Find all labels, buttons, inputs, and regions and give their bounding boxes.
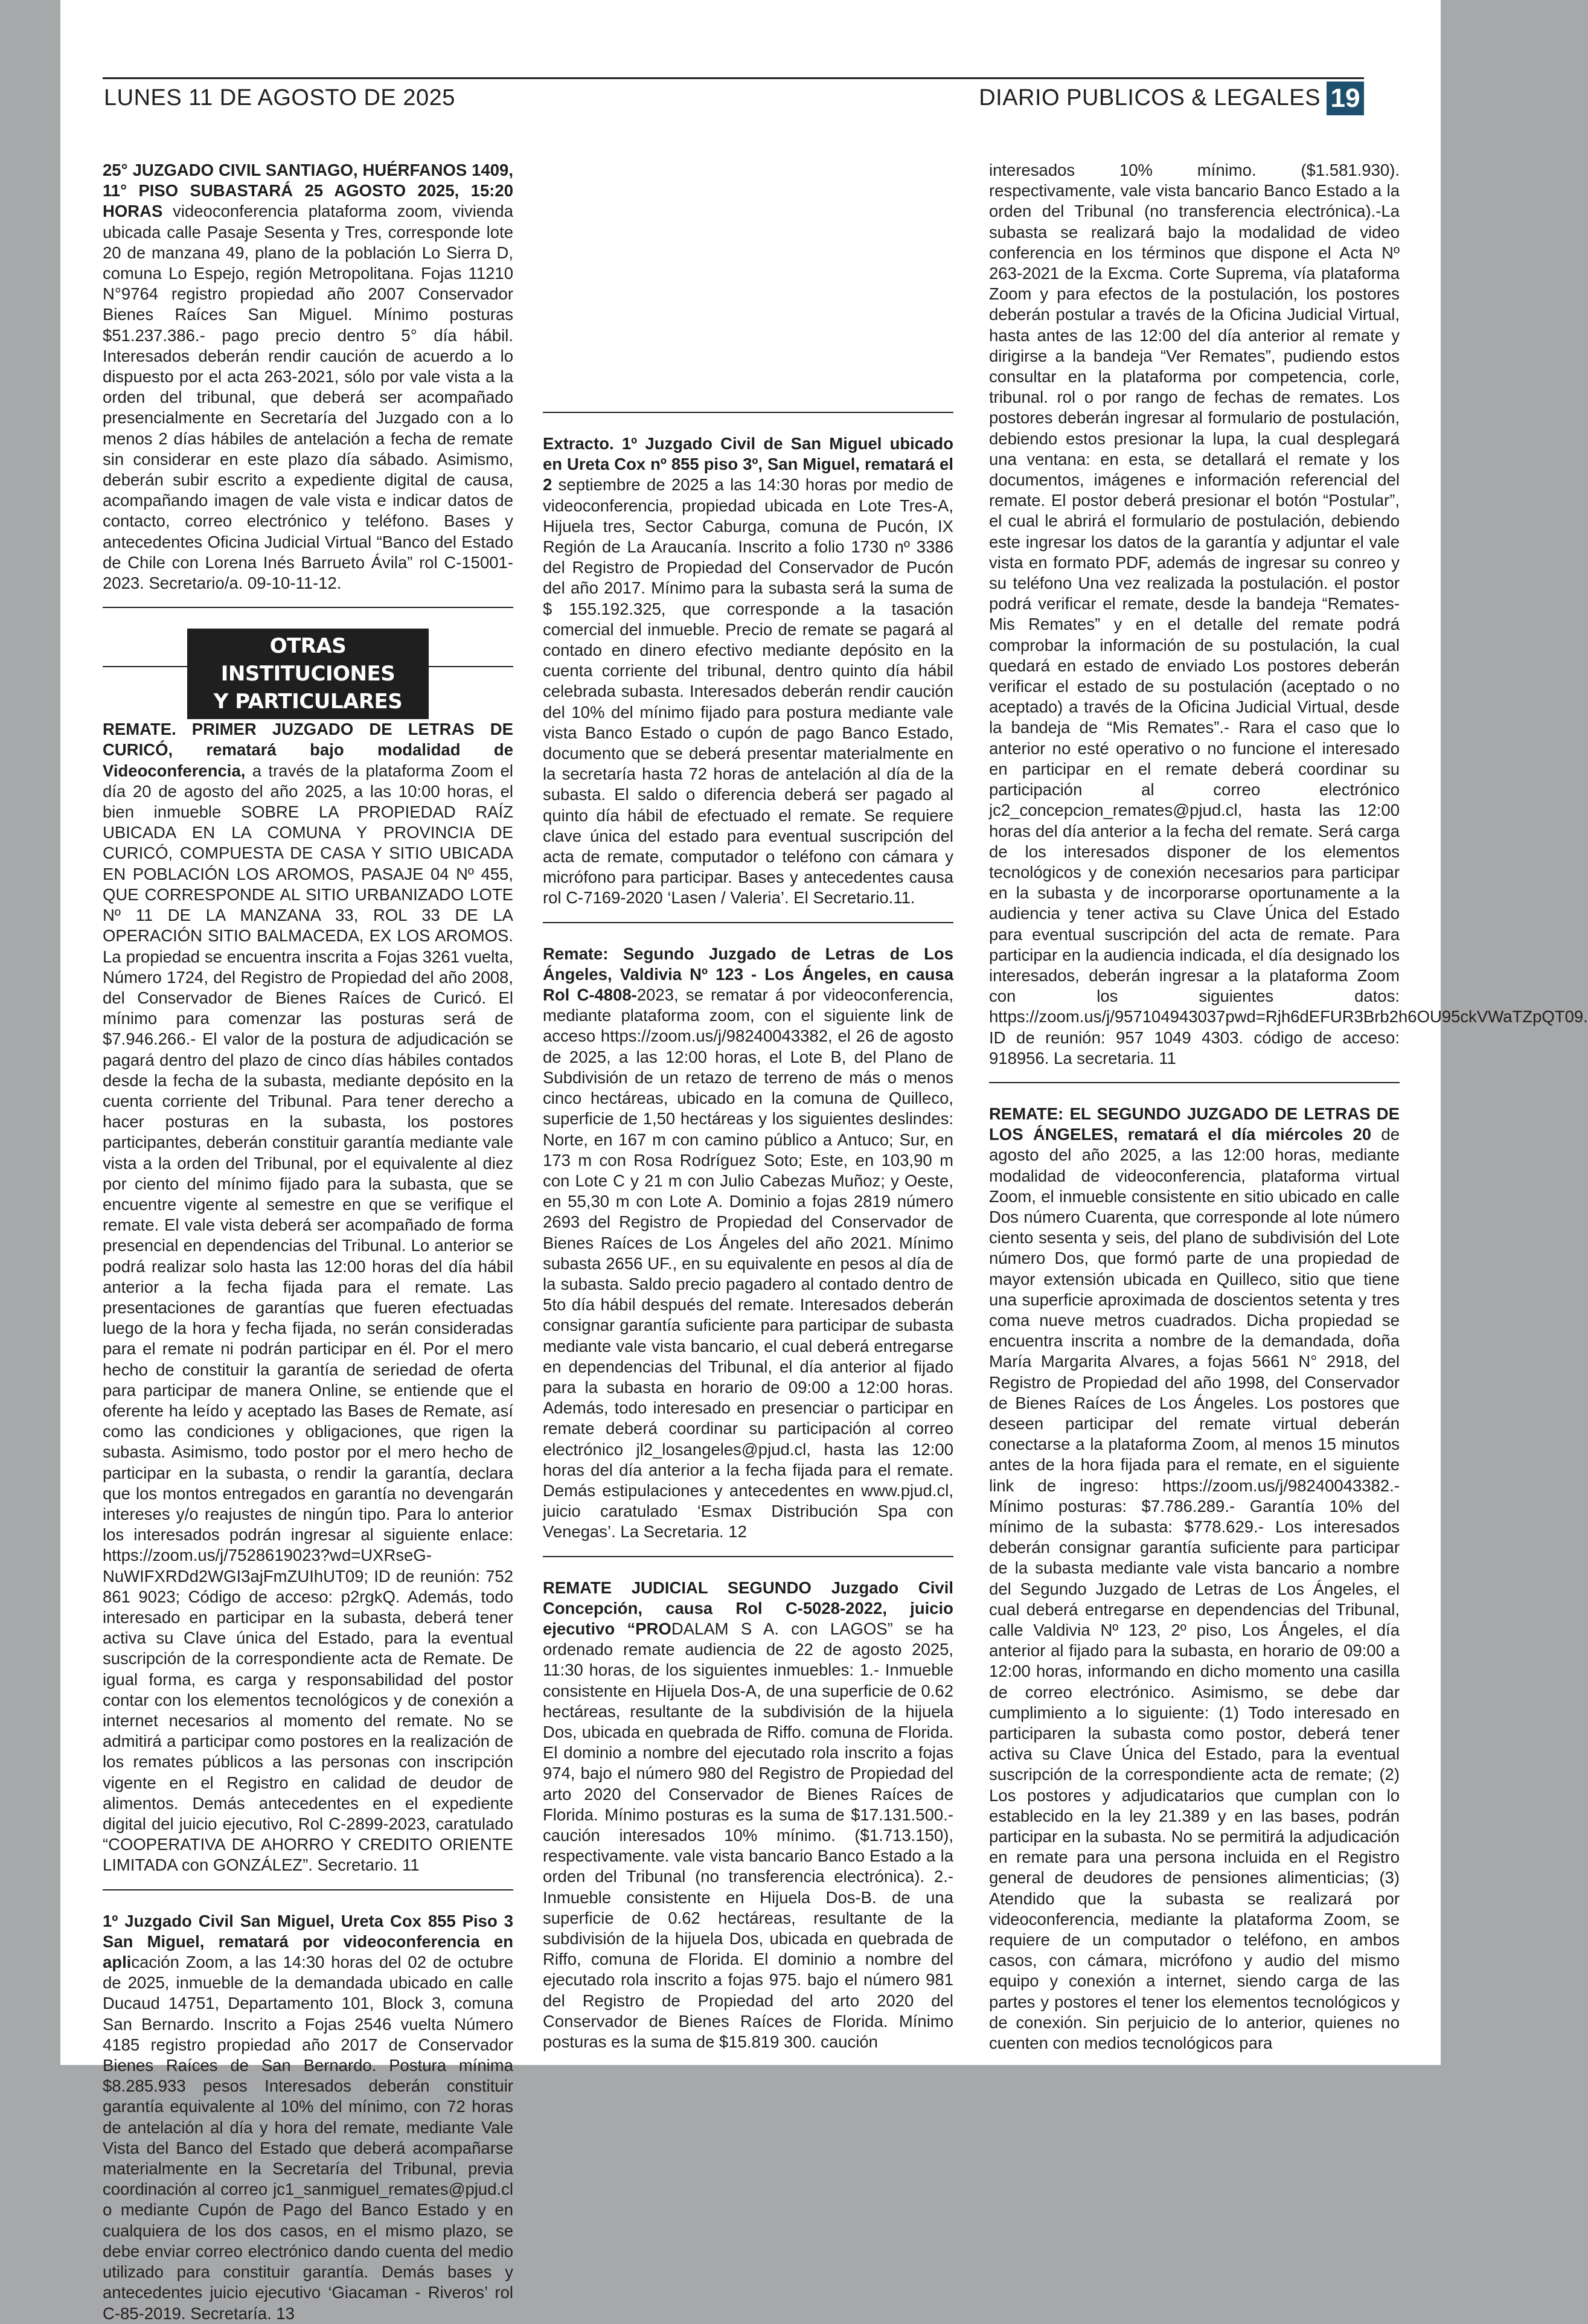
page-number: 19 — [1327, 82, 1364, 115]
legal-notice — [543, 1578, 953, 2053]
divider — [103, 607, 513, 608]
divider — [543, 1556, 953, 1557]
publication-name: DIARIO PUBLICOS & LEGALES — [979, 85, 1321, 110]
issue-date: LUNES 11 DE AGOSTO DE 2025 — [104, 85, 455, 110]
notice-body: 2023, se rematar á por videoconferencia, mediante plataforma zoom, con el siguiente link de acceso https://zoom.us/j/98240043382, el 26 de agosto de 2025, a las 12:00 horas, el Lote B, del Plano de Subdivisión de un retazo de terreno de más o menos cinco hectáreas, ubicado en la comuna de Quilleco, superficie de 1,50 hectáreas y los siguientes deslindes: Norte, en 167 m con camino público a Antuco; Sur, en 173 m con Rosa Rodríguez Soto; Este, en 103,90 m con Lote C y 21 m con Julio Cabezas Muñoz; y Oeste, en 55,30 m con Lote A. Dominio a fojas 2819 número 2693 del Registro de Propiedad del Conservador de Bienes Raíces de Los Ángeles del año 2021. Mínimo subasta 2656 UF., en su equivalente en pesos al día de la subasta. Saldo precio pagadero al contado dentro de 5to día hábil después del remate. Interesados deberán consignar garantía suficiente para participar de subasta mediante vale vista bancario, el cual deberá entregarse en dependencias del Tribunal, el día anterior al fijado para la subasta en horario de 09:00 a 12:00 horas. Además, todo interesado en presenciar o participar en remate deberá coordinar su participación al correo electrónico jl2_losangeles@pjud.cl, hasta las 12:00 horas del día anterior a la fecha fijada para el remate. Demás estipulaciones y antecedentes en www.pjud.cl, juicio caratulado ‘Esmax Distribución Spa con Venegas’. La Secretaria. 12 — [543, 985, 953, 1541]
divider — [543, 412, 953, 413]
notice-lead: REMATE JUDICIAL SEGUNDO Juzgado Civil Concepción, causa Rol C-5028-2022, juicio ejecutivo “PRO — [543, 1578, 953, 1638]
notice-continuation: interesados 10% mínimo. ($1.581.930). respectivamente, vale vista bancario Banco Estado a la orden del Tribunal (no transferencia electrónica).-La subasta se realizará bajo la modalidad de video conferencia en los términos que dispone el Acta Nº 263-2021 de la Excma. Corte Suprema, vía plataforma Zoom y para efectos de la postulación, los postores deberán postular a través de la Oficina Judicial Virtual, hasta antes de las 12:00 del día anterior al remate y dirigirse a la bandeja “Ver Remates”, pudiendo estos consultar en la plataforma por competencia, corle, tribunal. rol o por rango de fechas de remates. Los postores deberán ingresar al formulario de postulación, debiendo estos presionar la lupa, la cual desplegará una ventana: en esta, se detallará el remate y los documentos, imágenes e información referencial del remate. El postor deberá presionar el botón “Postular”, el cual le abrirá el formulario de postulación, debiendo este ingresar los datos de la garantía y adjuntar el vale vista en formato PDF, además de ingresar su conreo y su teléfono Una vez realizada la postulación. el postor podrá verificar el remate, desde la bandeja “Remates-Mis Remates” y en el detalle del remate podrá comprobar la información de su postulación, la cual quedará en estado de enviado Los postores deberán verificar el estado de su postulación (aceptado o no aceptado) a través de la Oficina Judicial Virtual, desde la bandeja de “Mis Remates”.- Rara el caso que lo anterior no esté operativo o no funcione el interesado en participar en el remate deberá coordinar su participación al correo electrónico jc2_concepcion_remates@pjud.cl, hasta las 12:00 horas del día anterior a la fecha del remate. Será carga de los interesados disponer de los elementos tecnológicos y de conexión necesarios para participar en la subasta y de incorporarse oportunamente a la audiencia y tener activa su Clave Única del Estado para eventual suscripción del acta de remate. Para participar en la audiencia indicada, el día designado los interesados, deberán ingresar a la plataforma Zoom con los siguientes datos: https://zoom.us/j/957104943037pwd=Rjh6dEFUR3Brb2h6OU95ckVWaTZpQT09. ID de reunión: 957 1049 4303. código de acceso: 918956. La secretaria. 11 — [989, 161, 1588, 1068]
legal-notice — [103, 719, 513, 1875]
notice-body: a través de la plataforma Zoom el día 20 de agosto del año 2025, a las 10:00 horas, el bien inmueble SOBRE LA PROPIEDAD RAÍZ UBICADA EN LA COMUNA Y PROVINCIA DE CURICÓ, COMPUESTA DE CASA Y SITIO UBICADA EN POBLACIÓN LOS AROMOS, PASAJE 04 Nº 455, QUE CORRESPONDE AL SITIO URBANIZADO LOTE Nº 11 DE LA MANZANA 33, ROL 33 DE LA OPERACIÓN SITIO BALMACEDA, EX LOS AROMOS. La propiedad se encuentra inscrita a Fojas 3261 vuelta, Número 1724, del Registro de Propiedad del año 2008, del Conservador de Bienes Raíces de Curicó. El mínimo para comenzar las posturas será de $7.946.266.- El valor de la postura de adjudicación se pagará dentro del plazo de cinco días hábiles contados desde la fecha de la subasta, mediante depósito en la cuenta corriente del Tribunal. Para tener derecho a hacer posturas en la subasta, los postores participantes, deberán constituir garantía mediante vale vista a la orden del Tribunal, por el equivalente al diez por ciento del mínimo fijado para la subasta, que se encuentre vigente al semestre en que se verifique el remate. El vale vista deberá ser acompañado de forma presencial en dependencias del Tribunal. Lo anterior se podrá realizar solo hasta las 12:00 horas del día hábil anterior a la fecha fijada para el remate. Las presentaciones de garantías que fueren efectuadas luego de la hora y fecha fijada, no serán consideradas para el remate ni podrán participar en él. Por el mero hecho de constituir la garantía de seriedad de oferta para participar de manera Online, se entiende que el oferente ha leído y aceptado las Bases de Remate, así como las condiciones y obligaciones, que rigen la subasta. Asimismo, todo postor por el mero hecho de participar en la subasta, o rendir la garantía, declara que los montos entregados en garantía no devengarán intereses y/o reajustes de ningún tipo. Para lo anterior los interesados podrán ingresar al siguiente enlace: https://zoom.us/j/7528619023?wd=UXRseG-NuWIFXRDd2WGI3ajFmZUIhUT09; ID de reunión: 752 861 9023; Código de acceso: p2rgkQ. Además, todo interesado en participar en la subasta, deberá tener activa su Clave única del Estado, para la eventual suscripción de la correspondiente acta de Remate. De igual forma, es carga y responsabilidad del postor contar con los elementos tecnológicos y de conexión a internet necesarios al momento del remate. No se admitirá a participar como postores en la realización de los remates públicos a las personas con inscripción vigente en el Registro en calidad de deudor de alimentos. Demás antecedentes en el expediente digital del juicio ejecutivo, Rol C-2899-2023, caratulado “COOPERATIVA DE AHORRO Y CREDITO ORIENTE LIMITADA con GONZÁLEZ”. Secretario. 11 — [103, 761, 513, 1875]
notice-lead: Remate: Segundo Juzgado de Letras de Los Ángeles, Valdivia Nº 123 - Los Ángeles, en causa Rol C-4808- — [543, 944, 953, 1005]
notice-lead: 25° JUZGADO CIVIL SANTIAGO, HUÉRFANOS 1409, 11° PISO SUBASTARÁ 25 AGOSTO 2025, 15:20 HORAS — [103, 161, 513, 221]
notice-lead: 1º Juzgado Civil San Miguel, Ureta Cox 855 Piso 3 San Miguel, rematará por videoconferencia en apli — [103, 1911, 513, 1972]
legal-notice — [103, 160, 513, 594]
page-header — [103, 77, 1364, 117]
notice-lead: REMATE: EL SEGUNDO JUZGADO DE LETRAS DE LOS ÁNGELES, rematará el día miércoles 20 — [989, 1104, 1400, 1144]
section-title-line-1: OTRAS INSTITUCIONES — [220, 634, 395, 687]
section-banner — [187, 629, 429, 719]
legal-notice — [103, 1911, 513, 2324]
divider — [989, 1082, 1400, 1083]
notice-lead: REMATE. PRIMER JUZGADO DE LETRAS DE CURICÓ, rematará bajo modalidad de Videoconferencia, — [103, 720, 513, 780]
legal-notice — [543, 434, 953, 909]
notice-body: de agosto del año 2025, a las 12:00 horas, mediante modalidad de videoconferencia, plataforma virtual Zoom, el inmueble consistente en sitio ubicado en calle Dos número Cuarenta, que corresponde al lote número ciento sesenta y seis, del plano de subdivisión del Lote número Dos, que formó parte de una propiedad de mayor extensión ubicada en Quilleco, sitio que tiene una superficie aproximada de doscientos setenta y tres coma nueve metros cuadrados. Dicha propiedad se encuentra inscrita a nombre de la demandada, doña María Margarita Alvares, a fojas 5661 N° 2918, del Registro de Propiedad del año 1998, del Conservador de Bienes Raíces de Los Ángeles. Los postores que deseen participar del remate virtual deberán conectarse a la plataforma Zoom, al menos 15 minutos antes de la hora fijada para el remate, en el siguiente link de ingreso: https://zoom.us/j/98240043382.- Mínimo posturas: $7.786.289.- Garantía 10% del mínimo de la subasta: $778.629.- Los interesados deberán consignar garantía suficiente para participar de la subasta mediante vale vista bancario a nombre del Segundo Juzgado de Letras de Los Ángeles, el cual deberá entregarse en dependencias del Tribunal, calle Valdivia Nº 123, 2º piso, Los Ángeles, el día anterior al fijado para la subasta, en horario de 09:00 a 12:00 horas, informando en dicho momento una casilla de correo electrónico. Asimismo, se debe dar cumplimiento a lo siguiente: (1) Todo interesado en participaren la subasta como postor, deberá tener activa su Clave Única del Estado, para la eventual suscripción de la correspondiente acta de remate; (2) Los postores y adjudicatarios que cumplan con lo establecido en la ley 21.389 y en las bases, podrán participar en la subasta. No se permitirá la adjudicación en remate para una persona incluida en el Registro general de deudores de pensiones alimenticias; (3) Atendido que la subasta se realizará por videoconferencia, mediante la plataforma Zoom, se requiere de un computador o teléfono, en ambos casos, con cámara, micrófono y audio del mismo equipo y conexión a internet, siendo carga de las partes y postores el tener los elementos tecnológicos y de conexión. Sin perjuicio de lo anterior, quienes no cuenten con medios tecnológicos para — [989, 1125, 1400, 2053]
notice-body: videoconferencia plataforma zoom, vivienda ubicada calle Pasaje Sesenta y Tres, corresponde lote 20 de manzana 49, plano de la población Lo Sierra D, comuna Lo Espejo, región Metropolitana. Fojas 11210 N°9764 registro propiedad año 2007 Conservador Bienes Raíces San Miguel. Mínimo posturas $51.237.386.- pago precio dentro 5° día hábil. Interesados deberán rendir caución de acuerdo a lo dispuesto por el acta 263-2021, sólo por vale vista a la orden del tribunal, que deberá ser acompañado presencialmente en Secretaría del Juzgado con a lo menos 2 días hábiles de antelación a fecha de remate sin considerar en este plazo día sábado. Asimismo, deberán subir escrito a expediente digital de causa, acompañando imagen de vale vista e indicar datos de contacto, correo electrónico y teléfono. Bases y antecedentes Oficina Judicial Virtual “Banco del Estado de Chile con Lorena Inés Barrueto Ávila” rol C-15001-2023. Secretario/a. 09-10-11-12. — [103, 202, 513, 593]
column-3 — [989, 160, 1588, 2062]
notice-lead: Extracto. 1º Juzgado Civil de San Miguel ubicado en Ureta Cox nº 855 piso 3º, San Miguel, rematará el 2 — [543, 434, 953, 495]
divider — [543, 922, 953, 923]
notice-body: septiembre de 2025 a las 14:30 horas por medio de videoconferencia, propiedad ubicada en Lote Tres-A, Hijuela tres, Sector Caburga, comuna de Pucón, IX Región de La Araucanía. Inscrito a folio 1730 nº 3386 del Registro de Propiedad del Conservador de Pucón del año 2017. Mínimo para la subasta será la suma de $ 155.192.325, que corresponde a la tasación comercial del inmueble. Precio de remate se pagará al contado en dinero efectivo mediante depósito en la cuenta corriente del tribunal, dentro quinto día hábil celebrada subasta. Interesados deberán rendir caución del 10% del mínimo fijado para postura mediante vale vista Banco Estado o cupón de pago Banco Estado, documento que se deberá presentar materialmente en la secretaría hasta 72 horas de antelación al día de la subasta. El saldo o diferencia deberá ser pagado al quinto día hábil de efectuado el remate. Se requiere clave única del estado para eventual suscripción del acta de remate, computador o teléfono con cámara y micrófono para participar. Bases y antecedentes causa rol C-7169-2020 ‘Lasen / Valeria’. El Secretario.11. — [543, 475, 953, 908]
divider — [103, 1889, 513, 1890]
column-1 — [103, 160, 513, 2323]
column-2 — [543, 163, 953, 2065]
legal-notice — [543, 944, 953, 1543]
notice-body: DALAM S A. con LAGOS” se ha ordenado remate audiencia de 22 de agosto 2025, 11:30 horas, de los siguientes inmuebles: 1.- Inmueble consistente en Hijuela Dos-A, de una superficie de 0.62 hectáreas, resultante de la subdivisión de la hijuela Dos, ubicada en quebrada de Riffo. comuna de Florida. El dominio a nombre del ejecutado rola inscrito a fojas 974, bajo el número 980 del Registro de Propiedad del arto 2020 del Conservador de Bienes Raíces de Florida. Mínimo posturas es la suma de $17.131.500.- caución interesados 10% mínimo. ($1.713.150), respectivamente. vale vista bancario Banco Estado a la orden del Tribunal (no transferencia electrónica). 2.- Inmueble consistente en Hijuela Dos-B. de una superficie de 0.62 hectáreas, resultante de la subdivisión de la hijuela Dos, ubicada en quebrada de Riffo, comuna de Florida. El dominio a nombre del ejecutado rola inscrito a fojas 975. bajo el número 981 del Registro de Propiedad del arto 2020 del Conservador de Bienes Raíces de Florida. Mínimo posturas es la suma de $15.819 300. caución — [543, 1619, 953, 2052]
section-title-line-2: Y PARTICULARES — [213, 690, 403, 714]
section-heading — [103, 629, 513, 714]
notice-body: cación Zoom, a las 14:30 horas del 02 de octubre de 2025, inmueble de la demandada ubicado en calle Ducaud 14751, Departamento 101, Block 3, comuna San Bernardo. Inscrito a Fojas 2546 vuelta Número 4185 registro propiedad año 2017 de Conservador Bienes Raíces de San Bernardo. Postura mínima $8.285.933 pesos Interesados deberán constituir garantía equivalente al 10% del mínimo, con 72 horas de antelación al día y hora del remate, mediante Vale Vista del Banco del Estado que deberá acompañarse materialmente en la Secretaría del Tribunal, previa coordinación al correo jc1_sanmiguel_remates@pjud.cl o mediante Cupón de Pago del Banco Estado y en cualquiera de los dos casos, en el mismo plazo, se debe enviar correo electrónico dando cuenta del medio utilizado para constituir garantía. Demás bases y antecedentes juicio ejecutivo ‘Giacaman - Riveros’ rol C-85-2019. Secretaría. 13 — [103, 1953, 513, 2323]
legal-notice — [989, 1104, 1400, 2054]
